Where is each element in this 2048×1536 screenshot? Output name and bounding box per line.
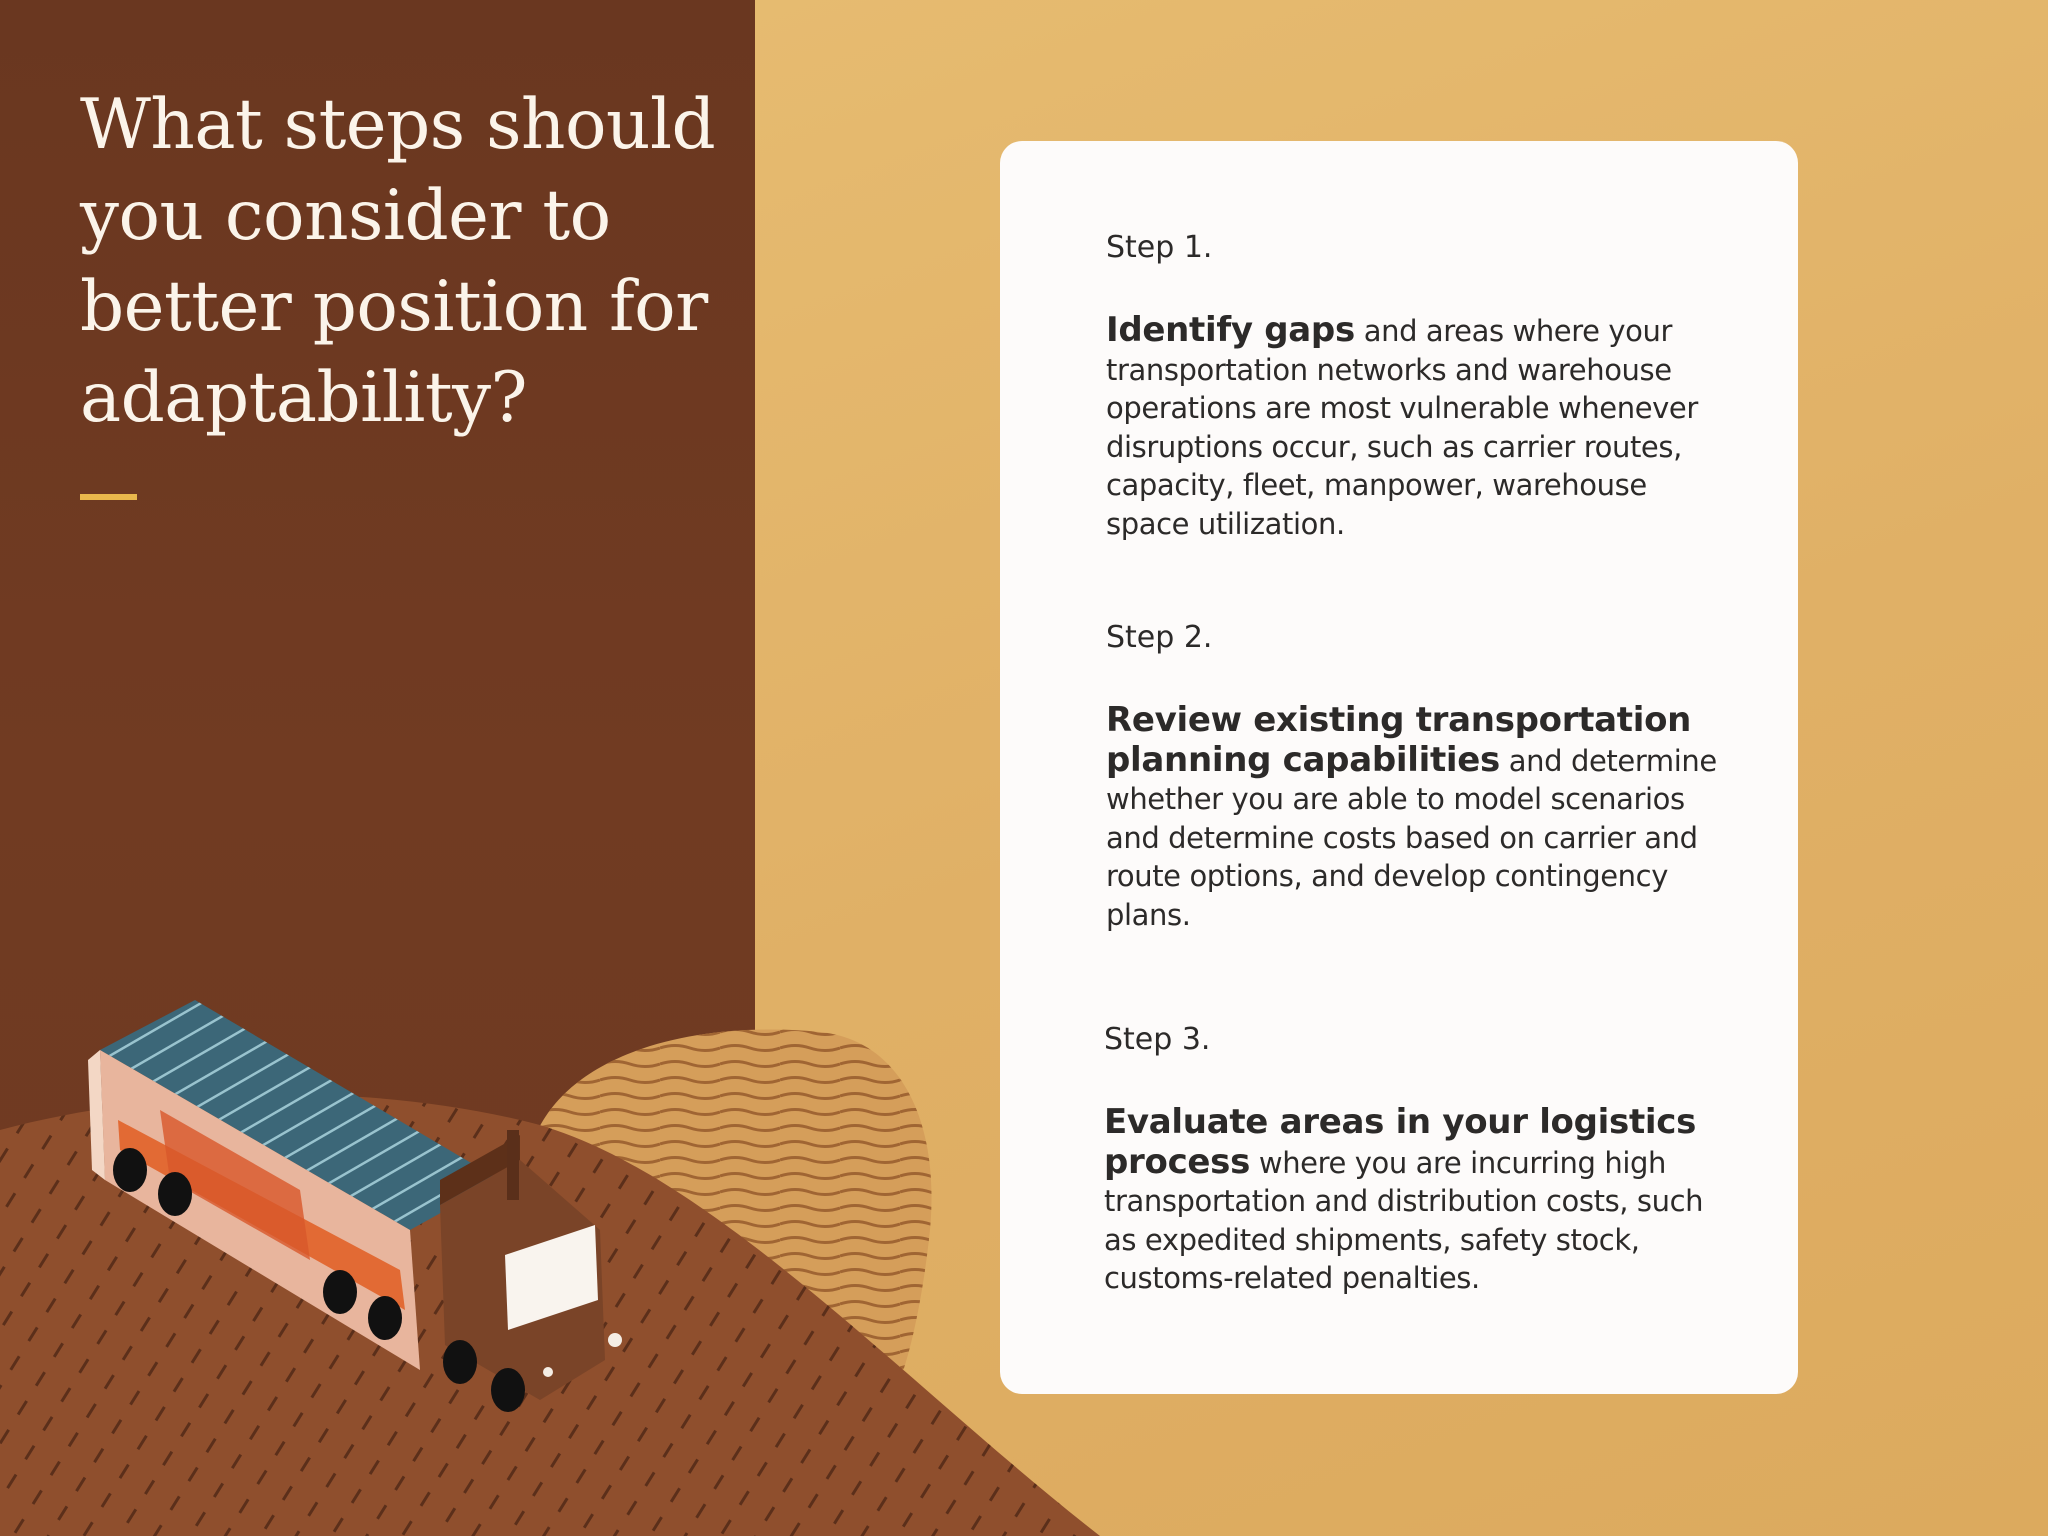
step-2-body — [1106, 701, 1726, 934]
step-1-body — [1106, 311, 1726, 543]
step-3 — [1104, 1021, 1724, 1298]
step-3-label: Step 3. — [1104, 1022, 1211, 1057]
step-2-bold: Review existing transportation planning capabilities — [1106, 700, 1692, 780]
step-1-label: Step 1. — [1106, 230, 1213, 265]
step-1-bold: Identify gaps — [1106, 310, 1355, 350]
step-2-text: and determine whether you are able to model scenarios and determine costs based on carrier and route options, and develop contingency plans. — [1106, 743, 1717, 932]
step-3-bold: Evaluate areas in your logistics process — [1104, 1102, 1697, 1182]
step-1-text: and areas where your transportation networks and warehouse operations are most vulnerable whenever disruptions occur, such as carrier routes, capacity, fleet, manpower, warehouse space utilization. — [1106, 314, 1698, 541]
accent-bar — [80, 494, 137, 500]
step-3-body — [1104, 1103, 1724, 1298]
page-title: What steps should you consider to better position for adaptability? — [80, 85, 716, 438]
step-1 — [1106, 229, 1726, 543]
step-2-label: Step 2. — [1106, 620, 1213, 655]
steps-card — [1000, 141, 1798, 1394]
step-2 — [1106, 619, 1726, 934]
step-3-text: where you are incurring high transportation and distribution costs, such as expedited shipments, safety stock, customs-related penalties. — [1104, 1145, 1704, 1295]
